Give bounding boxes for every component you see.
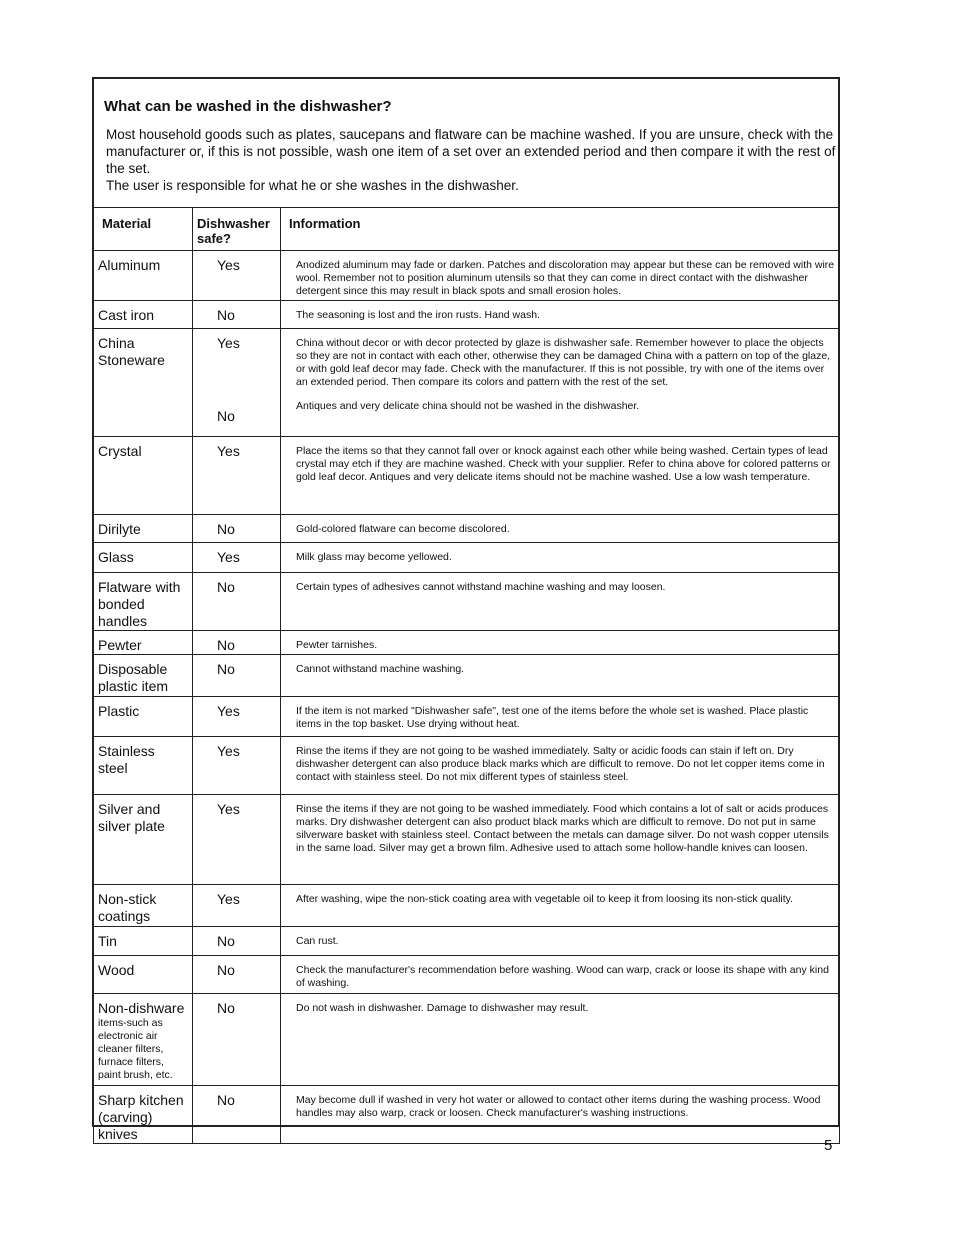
- table-row: [94, 655, 840, 697]
- info-cell: Pewter tarnishes.: [281, 631, 840, 655]
- table-row: [94, 927, 840, 956]
- table-row: [94, 543, 840, 573]
- info-cell: Milk glass may become yellowed.: [281, 543, 840, 573]
- info-cell: Can rust.: [281, 927, 840, 956]
- table-row: [94, 301, 840, 329]
- safe-cell: No: [193, 301, 281, 329]
- materials-table: [93, 207, 840, 1144]
- table-row: [94, 737, 840, 795]
- header-dishwasher-safe: Dishwasher safe?: [193, 208, 281, 251]
- intro-paragraph: Most household goods such as plates, saucepans and flatware can be machine washed. If you are unsure, check with the manufacturer or, if this is not possible, wash one item of a set over an extended period and then compare it with the rest of the set.: [106, 127, 836, 176]
- table-row: [94, 956, 840, 994]
- page-number: 5: [824, 1137, 833, 1154]
- table-row: [94, 885, 840, 927]
- table-row: [94, 697, 840, 737]
- info-cell: Cannot withstand machine washing.: [281, 655, 840, 697]
- table-row: [94, 515, 840, 543]
- info-cell: The seasoning is lost and the iron rusts. Hand wash.: [281, 301, 840, 329]
- material-cell: China Stoneware: [94, 329, 193, 437]
- safe-cell: Yes: [193, 251, 281, 301]
- header-information: Information: [281, 208, 840, 251]
- intro-paragraph: The user is responsible for what he or she washes in the dishwasher.: [106, 178, 519, 193]
- table-row: [94, 795, 840, 885]
- safe-cell: No: [193, 655, 281, 697]
- info-cell: Gold-colored flatware can become discolored.: [281, 515, 840, 543]
- info-cell: Rinse the items if they are not going to be washed immediately. Food which contains a lot of salt or acids produces marks. Dry dishwasher detergent can also product black marks which are difficult to remove. Do not put in same silverware basket with stainless steel. Contact between the metals can damage silver. Do not wash copper utensils in the same load. Silver may get a brown film. Adhesive used to attach some hollow-handle knives can loosen.: [281, 795, 840, 885]
- info-cell: If the item is not marked "Dishwasher safe", test one of the items before the whole set is washed. Place plastic items in the top basket. Use drying without heat.: [281, 697, 840, 737]
- table-header-row: [94, 208, 840, 251]
- info-cell: Do not wash in dishwasher. Damage to dishwasher may result.: [281, 994, 840, 1086]
- material-cell: Tin: [94, 927, 193, 956]
- safe-cell: No: [193, 1086, 281, 1144]
- info-cell: May become dull if washed in very hot water or allowed to contact other items during the washing process. Wood handles may also warp, crack or loosen. Check manufacturer's washing instructions.: [281, 1086, 840, 1144]
- safe-cell: No: [193, 631, 281, 655]
- safe-cell: No: [193, 927, 281, 956]
- page-title: What can be washed in the dishwasher?: [104, 98, 392, 115]
- material-cell: Glass: [94, 543, 193, 573]
- safe-cell: Yes: [193, 885, 281, 927]
- table-row: [94, 994, 840, 1086]
- header-material: Material: [94, 208, 193, 251]
- material-cell: Dirilyte: [94, 515, 193, 543]
- material-cell: Silver and silver plate: [94, 795, 193, 885]
- safe-cell: [193, 329, 281, 437]
- safe-cell: No: [193, 573, 281, 631]
- intro-text: [106, 126, 840, 194]
- table-row: [94, 251, 840, 301]
- table-row: [94, 1086, 840, 1144]
- safe-value: No: [217, 408, 235, 424]
- material-cell: Pewter: [94, 631, 193, 655]
- info-cell: Check the manufacturer's recommendation before washing. Wood can warp, crack or loose its shape with any kind of washing.: [281, 956, 840, 994]
- safe-cell: Yes: [193, 437, 281, 515]
- info-cell: [281, 329, 840, 437]
- info-cell: Place the items so that they cannot fall over or knock against each other while being washed. Certain types of lead crystal may etch if they are machine washed. Check with your supplier. Refer to china above for colored patterns or gold leaf decor. Antiques and very delicate items should not be machine washed. Use a low wash temperature.: [281, 437, 840, 515]
- material-cell: Sharp kitchen (carving) knives: [94, 1086, 193, 1144]
- safe-cell: Yes: [193, 737, 281, 795]
- material-sublabel: items-such as electronic air cleaner filters, furnace filters, paint brush, etc.: [98, 1017, 173, 1081]
- material-cell: Wood: [94, 956, 193, 994]
- table-row: [94, 631, 840, 655]
- material-cell: Stainless steel: [94, 737, 193, 795]
- table-row: [94, 437, 840, 515]
- info-cell: Certain types of adhesives cannot withstand machine washing and may loosen.: [281, 573, 840, 631]
- info-cell: Rinse the items if they are not going to be washed immediately. Salty or acidic foods can stain if left on. Dry dishwasher detergent can also produce black marks which are difficult to remove. Do not let copper items come in contact with stainless steel. Do not mix different types of stainless steel.: [281, 737, 840, 795]
- safe-cell: Yes: [193, 697, 281, 737]
- material-label: Non-dishware: [98, 1000, 185, 1016]
- material-cell: [94, 994, 193, 1086]
- material-cell: Cast iron: [94, 301, 193, 329]
- safe-cell: No: [193, 956, 281, 994]
- material-cell: Disposable plastic item: [94, 655, 193, 697]
- table-row: [94, 573, 840, 631]
- material-cell: Non-stick coatings: [94, 885, 193, 927]
- safe-cell: Yes: [193, 543, 281, 573]
- safe-cell: No: [193, 515, 281, 543]
- info-cell: After washing, wipe the non-stick coating area with vegetable oil to keep it from loosing its non-stick quality.: [281, 885, 840, 927]
- material-cell: Plastic: [94, 697, 193, 737]
- info-text: China without decor or with decor protected by glaze is dishwasher safe. Remember however to place the objects so they are not in contact with each other, otherwise they can be damaged China with a pattern on top of the glaze, or with gold leaf decor may fade. Check with the manufacturer. If this is not possible, try with one of the items over an extended period. Then compare its colors and pattern with the rest of the set.: [296, 337, 831, 388]
- info-text: Antiques and very delicate china should not be washed in the dishwasher.: [296, 400, 640, 412]
- material-cell: Crystal: [94, 437, 193, 515]
- material-cell: Flatware with bonded handles: [94, 573, 193, 631]
- safe-cell: Yes: [193, 795, 281, 885]
- info-cell: Anodized aluminum may fade or darken. Patches and discoloration may appear but these can be removed with wire wool. Remember not to position aluminum utensils so that they can come in direct contact with the dishwasher detergent since this may result in black spots and small erosion holes.: [281, 251, 840, 301]
- safe-cell: No: [193, 994, 281, 1086]
- safe-value: Yes: [217, 335, 240, 351]
- table-row: [94, 329, 840, 437]
- material-cell: Aluminum: [94, 251, 193, 301]
